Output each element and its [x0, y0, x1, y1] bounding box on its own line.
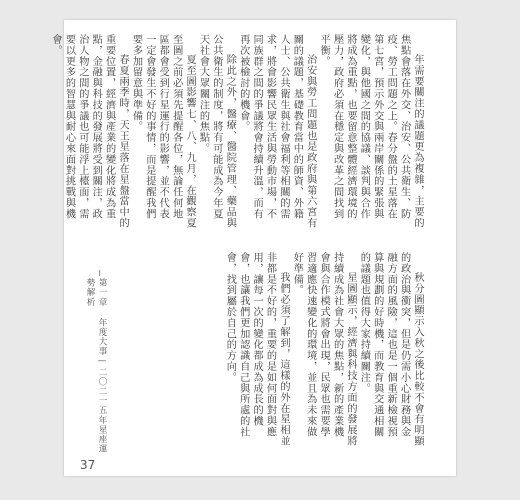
paragraph: 年需要關注的議題更為複雜，主要的焦點會落在外交、治安、公共衛生、防疫、勞工問題之上。春分盤的土星落在第七宮，預示外交與兩岸關係的緊張與變化，與他國之間的協議、談判與合作將成為重點，也要留意整體經濟環境的壓力，政府必須在穩定與改革之間找到平衡。: [318, 34, 423, 229]
paragraph: 我們必須了解到，這樣的外在星相並非都是不好的，重要的是如何面對與應用，讓每一次的變化都成為成長的機會，也讓我們更加認識自己與所處的社會，找到屬於自己的方向。: [224, 252, 289, 447]
running-head-label: 第一章 年度大事—二〇二一五年星座運勢解析: [84, 276, 108, 460]
page-number: 37: [80, 458, 96, 472]
bottom-text-block: [122, 252, 424, 448]
top-text-block: [50, 34, 424, 230]
paragraph: 除此之外，醫療、醫院管理、藥品與公共衛生的制度，將有可能成為今年夏天社會大眾關注的焦點。: [197, 34, 236, 229]
paragraph: 治安與勞工問題也是政府與第六宮有關的議題，基礎教育當中的師資、外籍人士、公共衛生與社會福利等相關的需求，將會影響民眾生活與勞動市場，不同族群之間的爭議將會持續升溫，而有再次被檢討的機會。: [237, 34, 316, 229]
paragraph: 春夏兩季時，天王星落在星盤當中的重要位置，經濟與產業的變化將成為重點，金融與科技的發展將受到關注，政治人物之間的爭議也可能浮上檯面，需要以更多的智慧與耐心來面對挑戰與機會。: [50, 34, 129, 229]
paragraph: 秋分圖顯示入秋之後比較不會有明顯的政治與衝突，但是仍需小心財務與金融方面的風險，這也是一個重新檢視預算與規劃的好時機，而教育與交通相關的議題也值得大家持續關注。: [358, 252, 423, 447]
paragraph: 星圖顯示，經濟與科技方面的發展將持續成為社會大眾的焦點，新的產業機會與合作模式將會出現，民眾也需要學習適應快速變化的環境，並且為未來做好準備。: [291, 252, 356, 447]
book-page: [50, 20, 456, 476]
paragraph: 夏至圖影響七、八、九月，在觀察夏至圖之前必須先提醒各位，無論任何地區都會受到行星運行的影響，並不代表一定會發生不好的事情，而是提醒我們要多加留意與準備。: [130, 34, 196, 229]
running-head: [80, 270, 110, 460]
